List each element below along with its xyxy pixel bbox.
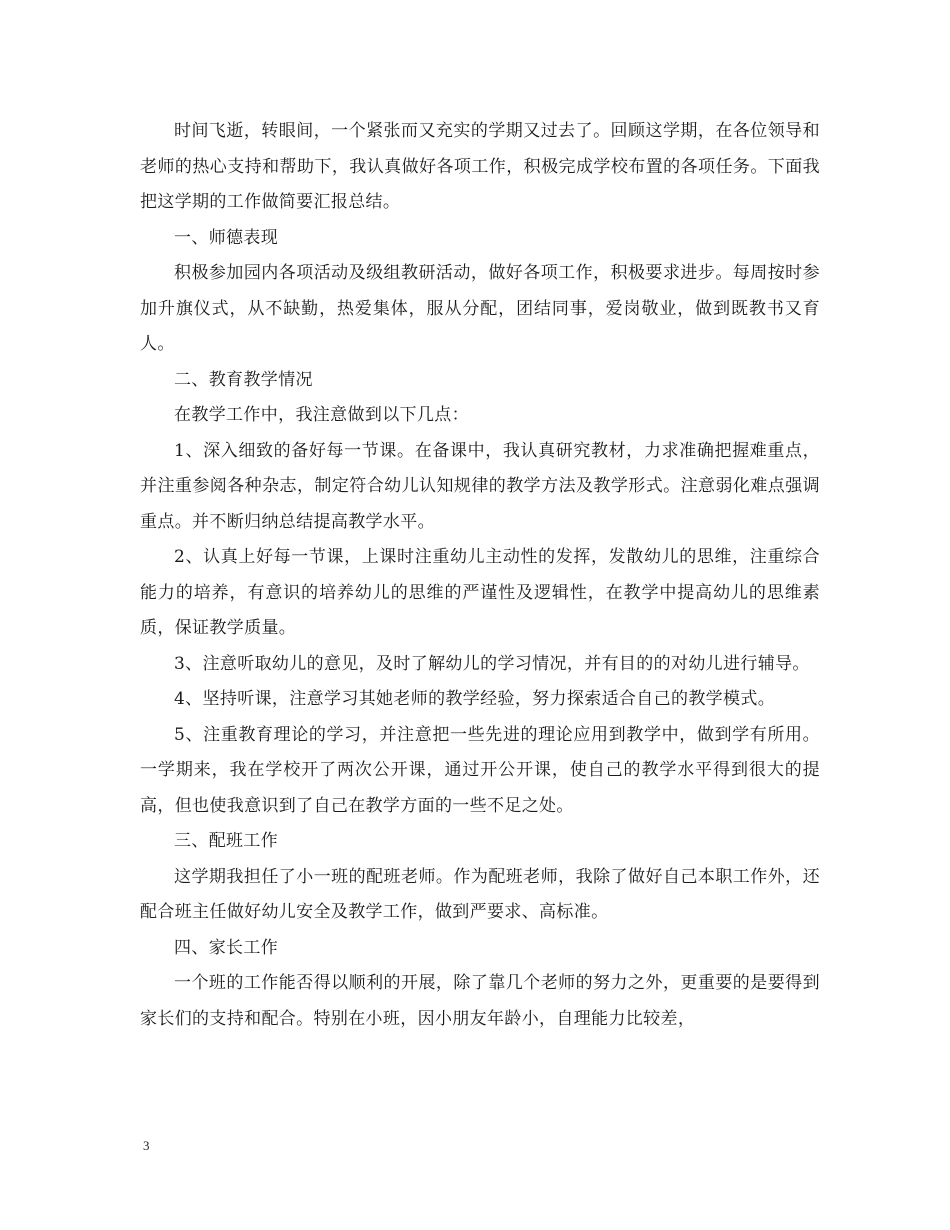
section-heading-class-assist: 三、配班工作 [174,831,279,851]
parents-paragraph: 一个班的工作能否得以顺利的开展，除了靠几个老师的努力之外，更重要的是要得到家长们的支持和配合。特别在小班，因小朋友年龄小，自理能力比较差， [140,973,820,1029]
section-heading-parents: 四、家长工作 [174,937,279,958]
teaching-intro-paragraph: 在教学工作中，我注意做到以下几点： [174,405,469,425]
teaching-point-5: 5、注重教育理论的学习，并注意把一些先进的理论应用到教学中，做到学有所用。一学期来，我在学校开了两次公开课，通过开公开课，使自己的教学水平得到很大的提高，但也使我意识到了自己在教学方面的一些不足之处。 [140,724,820,816]
ethics-paragraph: 积极参加园内各项活动及级组教研活动，做好各项工作，积极要求进步。每周按时参加升旗仪式，从不缺勤，热爱集体，服从分配，团结同事，爱岗敬业，做到既教书又育人。 [140,263,820,354]
document-body [140,114,820,1037]
class-assist-paragraph: 这学期我担任了小一班的配班老师。作为配班老师，我除了做好自己本职工作外，还配合班主任做好幼儿安全及教学工作，做到严要求、高标准。 [140,866,820,922]
teaching-point-2: 2、认真上好每一节课，上课时注重幼儿主动性的发挥，发散幼儿的思维，注重综合能力的培养，有意识的培养幼儿的思维的严谨性及逻辑性，在教学中提高幼儿的思维素质，保证教学质量。 [140,547,820,638]
teaching-point-4: 4、坚持听课，注意学习其她老师的教学经验，努力探索适合自己的教学模式。 [174,689,776,709]
section-heading-teaching: 二、教育教学情况 [174,369,313,390]
teaching-point-1: 1、深入细致的备好每一节课。在备课中，我认真研究教材，力求准确把握难重点，并注重参阅各种杂志，制定符合幼儿认知规律的教学方法及教学形式。注意弱化难点强调重点。并不断归纳总结提高教学水平。 [140,440,820,532]
section-heading-ethics: 一、师德表现 [174,227,279,248]
intro-paragraph: 时间飞逝，转眼间，一个紧张而又充实的学期又过去了。回顾这学期，在各位领导和老师的热心支持和帮助下，我认真做好各项工作，积极完成学校布置的各项任务。下面我把这学期的工作做简要汇报总结。 [140,121,820,212]
page-number: 3 [143,1138,150,1153]
teaching-point-3: 3、注意听取幼儿的意见，及时了解幼儿的学习情况，并有目的的对幼儿进行辅导。 [174,653,810,674]
